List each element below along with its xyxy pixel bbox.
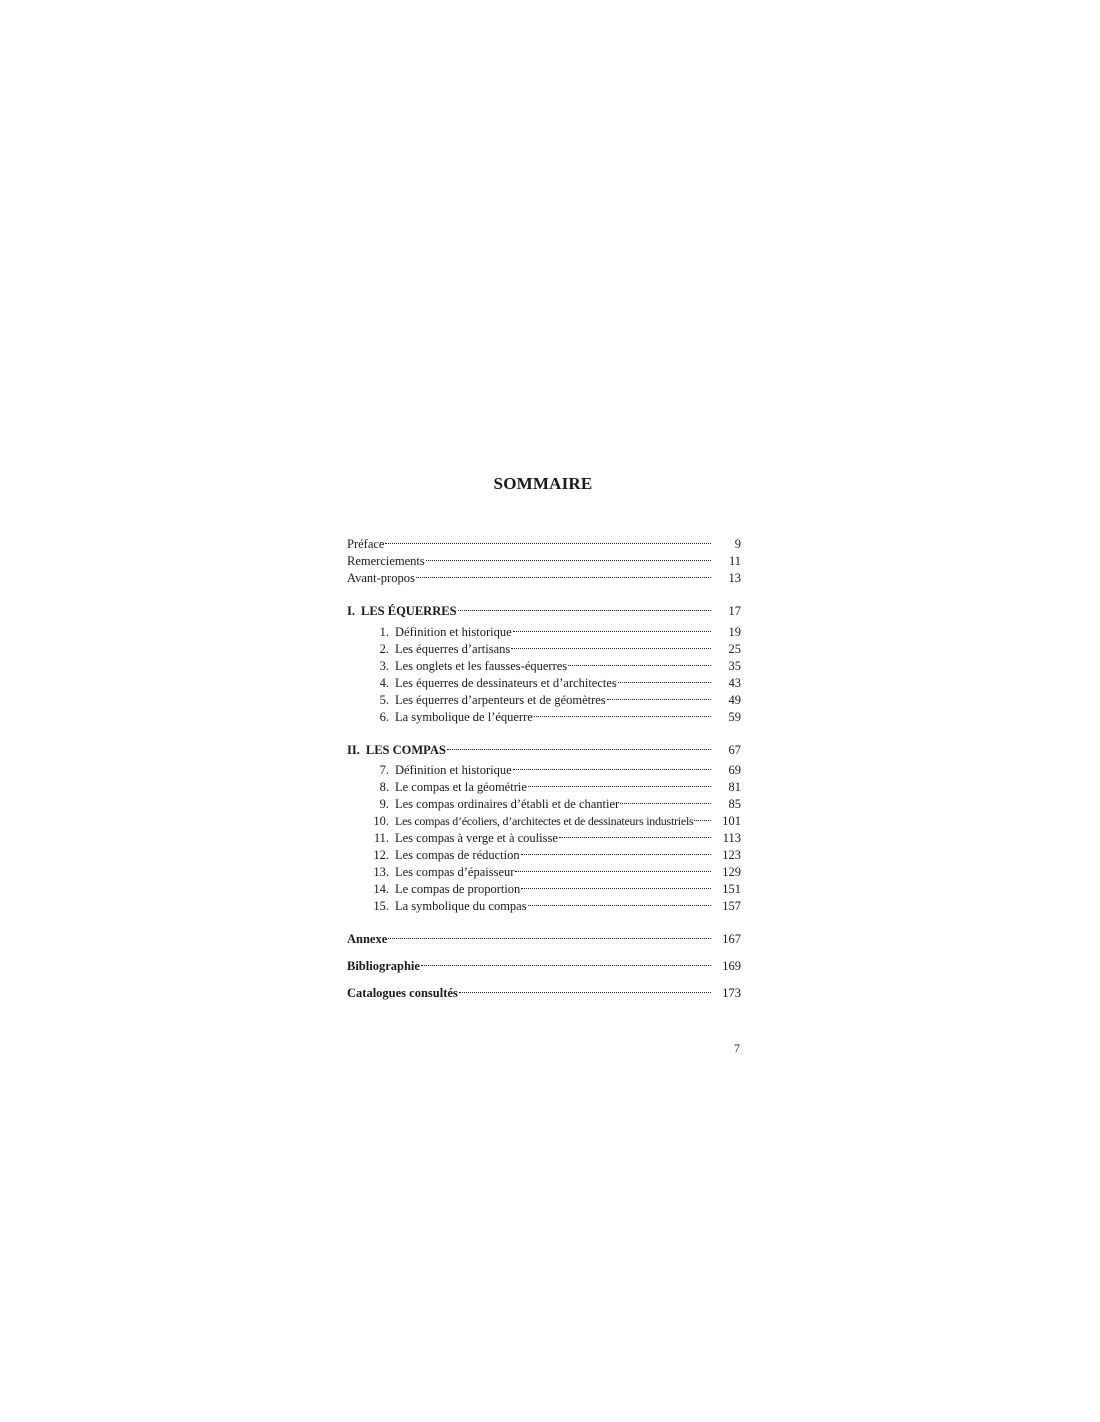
toc-part-page: 17 [728,604,741,618]
dot-leader [534,704,711,721]
toc-entry-page: 11 [728,554,741,568]
toc-entry-number: 7. [379,763,389,777]
toc-entry-4[interactable] [347,670,741,690]
toc-entry-label: Le compas de proportion [395,882,521,896]
toc-entry-page: 9 [734,537,741,551]
dot-leader [416,565,711,582]
toc-entry-page: 123 [722,848,741,862]
toc-entry-number: 14. [373,882,389,896]
dot-leader [458,598,711,615]
toc-entry-page: 169 [722,959,741,973]
toc-entry-label: Les équerres de dessinateurs et d’architectes [395,676,617,690]
dot-leader [421,953,711,970]
dot-leader [618,670,711,687]
toc-entry-avant-propos[interactable] [347,565,741,585]
dot-leader [521,876,711,893]
toc-entry-number: 12. [373,848,389,862]
toc-entry-10[interactable] [347,808,741,828]
toc-entry-page: 157 [722,899,741,913]
dot-leader [568,653,711,670]
toc-part-page: 67 [728,743,741,757]
toc-entry-page: 81 [728,780,741,794]
toc-entry-label: Les équerres d’artisans [395,642,511,656]
toc-entry-page: 19 [728,625,741,639]
dot-leader [694,808,711,825]
toc-part-equerres[interactable] [347,598,741,618]
toc-entry-page: 59 [728,710,741,724]
toc-entry-annexe[interactable] [347,926,741,946]
page-title: SOMMAIRE [493,474,593,493]
toc-entry-label: Les compas à verge et à coulisse [395,831,558,845]
dot-leader [528,893,711,910]
toc-entry-11[interactable] [347,825,741,845]
toc-entry-bibliographie[interactable] [347,953,741,973]
toc-entry-12[interactable] [347,842,741,862]
toc-entry-number: 5. [379,693,389,707]
dot-leader [385,531,711,548]
toc-entry-page: 129 [722,865,741,879]
toc-entry-page: 43 [728,676,741,690]
dot-leader [607,687,711,704]
toc-entry-number: 1. [379,625,389,639]
dot-leader [620,791,711,808]
dot-leader [528,774,711,791]
toc-entry-page: 69 [728,763,741,777]
toc-entry-label: Les onglets et les fausses-équerres [395,659,568,673]
toc-entry-9[interactable] [347,791,741,811]
toc-entry-label: Préface [347,537,385,551]
toc-entry-8[interactable] [347,774,741,794]
toc-entry-number: 10. [373,814,389,828]
toc-entry-5[interactable] [347,687,741,707]
toc-entry-7[interactable] [347,757,741,777]
toc-part-numeral: I. [347,604,355,618]
toc-entry-catalogues[interactable] [347,980,741,1000]
toc-entry-number: 9. [379,797,389,811]
toc-entry-label: Les compas de réduction [395,848,520,862]
dot-leader [388,926,711,943]
toc-part-compas[interactable] [347,737,741,757]
toc-entry-number: 4. [379,676,389,690]
toc-entry-label: Les compas d’épaisseur [395,865,515,879]
toc-entry-page: 13 [728,571,741,585]
toc-entry-label: Les compas ordinaires d’établi et de chantier [395,797,620,811]
toc-entry-label: La symbolique de l’équerre [395,710,533,724]
dot-leader [459,980,711,997]
toc-entry-6[interactable] [347,704,741,724]
toc-entry-2[interactable] [347,636,741,656]
dot-leader [559,825,711,842]
toc-entry-number: 8. [379,780,389,794]
toc-entry-label: Avant-propos [347,571,415,585]
toc-part-numeral: II. [347,743,360,757]
toc-part-label: LES COMPAS [365,743,446,757]
dot-leader [426,548,711,565]
toc-entry-label: Les équerres d’arpenteurs et de géomètres [395,693,606,707]
toc-entry-13[interactable] [347,859,741,879]
toc-entry-page: 167 [722,932,741,946]
dot-leader [447,737,711,754]
dot-leader [513,757,711,774]
toc-entry-preface[interactable] [347,531,741,551]
toc-entry-3[interactable] [347,653,741,673]
toc-entry-number: 6. [379,710,389,724]
toc-entry-page: 25 [728,642,741,656]
toc-entry-number: 11. [373,831,389,845]
dot-leader [521,842,711,859]
toc-entry-number: 2. [379,642,389,656]
toc-entry-label: Remerciements [347,554,425,568]
toc-entry-page: 173 [722,986,741,1000]
toc-entry-number: 3. [379,659,389,673]
toc-entry-page: 85 [728,797,741,811]
dot-leader [515,859,711,876]
toc-entry-number: 15. [373,899,389,913]
toc-entry-label: Annexe [347,932,388,946]
toc-entry-label: Les compas d’écoliers, d’architectes et de dessinateurs industriels [395,814,694,828]
page-number: 7 [734,1041,740,1055]
toc-entry-remerciements[interactable] [347,548,741,568]
toc-part-label: LES ÉQUERRES [361,604,457,618]
toc-entry-15[interactable] [347,893,741,913]
dot-leader [511,636,711,653]
toc-entry-page: 113 [722,831,741,845]
toc-entry-14[interactable] [347,876,741,896]
toc-entry-label: Définition et historique [395,763,512,777]
toc-entry-page: 49 [728,693,741,707]
toc-entry-label: Catalogues consultés [347,986,458,1000]
toc-entry-label: Bibliographie [347,959,420,973]
toc-entry-page: 35 [728,659,741,673]
toc-entry-label: Le compas et la géométrie [395,780,527,794]
toc-entry-label: Définition et historique [395,625,512,639]
toc-entry-number: 13. [373,865,389,879]
toc-entry-label: La symbolique du compas [395,899,527,913]
dot-leader [513,619,711,636]
toc-entry-page: 101 [722,814,741,828]
toc-entry-page: 151 [722,882,741,896]
toc-entry-1[interactable] [347,619,741,639]
